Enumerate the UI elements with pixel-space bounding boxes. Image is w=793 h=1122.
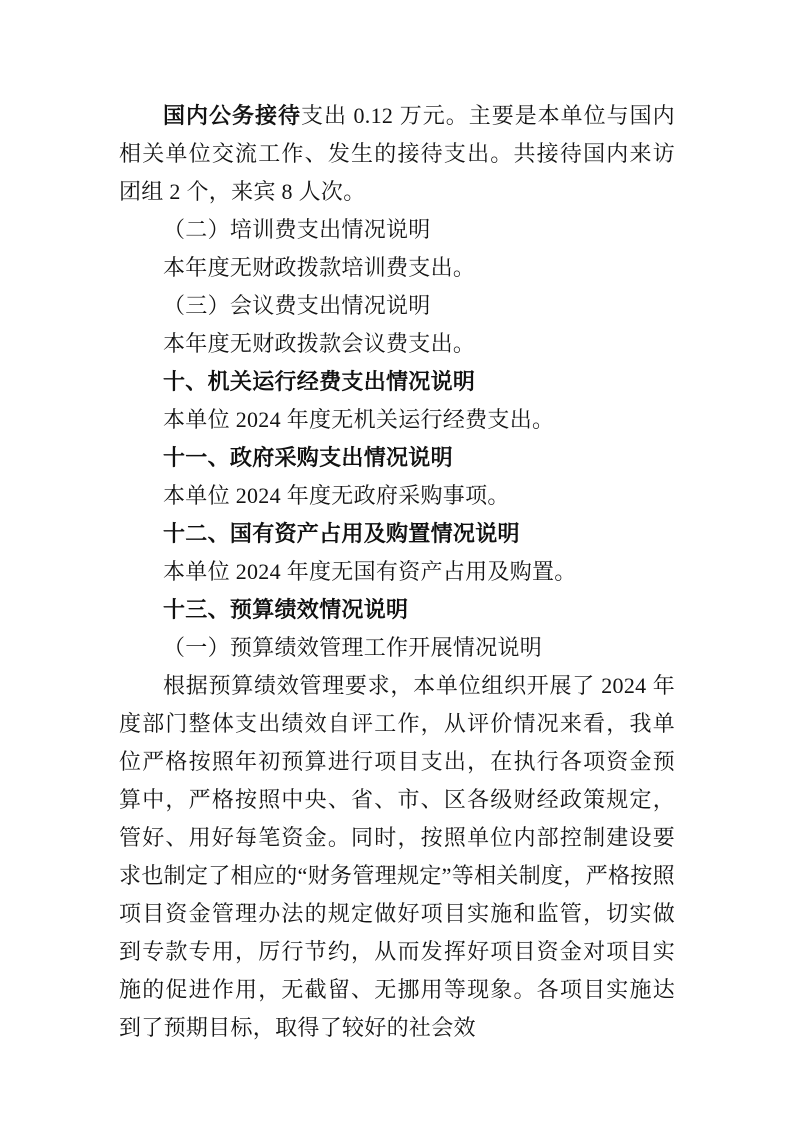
- subheading-performance-management: （一）预算绩效管理工作开展情况说明: [163, 635, 543, 660]
- paragraph-no-operating-expenses: 本单位 2024 年度无机关运行经费支出。: [163, 407, 555, 432]
- heading-10-agency-operating-expenses: 十、机关运行经费支出情况说明: [163, 369, 476, 394]
- paragraph-no-training-fee: 本年度无财政拨款培训费支出。: [163, 255, 476, 280]
- heading-11-government-procurement: 十一、政府采购支出情况说明: [163, 445, 453, 470]
- paragraph-domestic-reception: [119, 97, 675, 211]
- subheading-meeting-fee: （三）会议费支出情况说明: [163, 293, 431, 318]
- heading-13-budget-performance: 十三、预算绩效情况说明: [163, 597, 409, 622]
- paragraph-no-meeting-fee: 本年度无财政拨款会议费支出。: [163, 331, 476, 356]
- paragraph-text: 支出 0.12 万元。主要是本单位与国内相关单位交流工作、发生的接待支出。共接待国内来访团组 2 个，来宾 8 人次。: [119, 103, 675, 204]
- paragraph-performance-self-review: 根据预算绩效管理要求，本单位组织开展了 2024 年度部门整体支出绩效自评工作，从评价情况来看，我单位严格按照年初预算进行项目支出，在执行各项资金预算中，严格按照中央、省、市、区各级财经政策规定，管好、用好每笔资金。同时，按照单位内部控制建设要求也制定了相应的“财务管理规定”等相关制度，严格按照项目资金管理办法的规定做好项目实施和监管，切实做到专款专用，厉行节约，从而发挥好项目资金对项目实施的促进作用，无截留、无挪用等现象。各项目实施达到了预期目标，取得了较好的社会效: [119, 673, 675, 1040]
- document-body: [119, 97, 675, 1047]
- subheading-training-fee: （二）培训费支出情况说明: [163, 217, 431, 242]
- paragraph-no-assets: 本单位 2024 年度无国有资产占用及购置。: [163, 559, 577, 584]
- paragraph-no-procurement: 本单位 2024 年度无政府采购事项。: [163, 483, 510, 508]
- heading-12-state-owned-assets: 十二、国有资产占用及购置情况说明: [163, 521, 520, 546]
- paragraph-bold-lead: 国内公务接待: [163, 103, 301, 128]
